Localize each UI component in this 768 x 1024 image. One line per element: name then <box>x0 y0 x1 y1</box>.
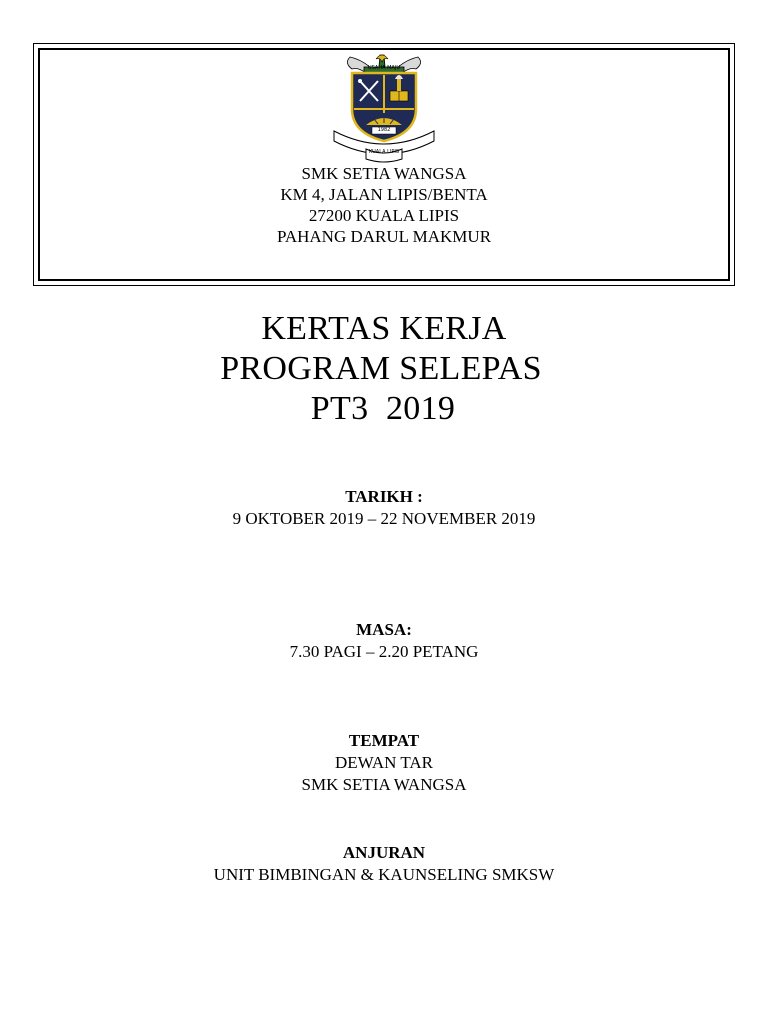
title-line-2: PROGRAM SELEPAS <box>220 350 542 387</box>
venue-section <box>0 730 768 796</box>
title-line-3: PT3 2019 <box>310 390 456 427</box>
crest-year-text: 1982 <box>377 127 391 133</box>
organizer-label: ANJURAN <box>342 843 426 862</box>
time-label: MASA: <box>356 620 412 639</box>
school-address-postcode: 27200 KUALA LIPIS <box>308 206 460 225</box>
document-title <box>0 309 768 429</box>
school-name: SMK SETIA WANGSA <box>301 164 467 183</box>
time-value: 7.30 PAGI – 2.20 PETANG <box>289 642 479 661</box>
venue-hall: DEWAN TAR <box>335 753 433 772</box>
venue-school: SMK SETIA WANGSA <box>301 775 467 794</box>
school-address <box>0 163 768 247</box>
title-line-1: KERTAS KERJA <box>261 310 507 347</box>
venue-label: TEMPAT <box>348 731 420 750</box>
date-section <box>0 486 768 530</box>
organizer-section <box>0 842 768 886</box>
school-address-state: PAHANG DARUL MAKMUR <box>276 227 492 246</box>
time-section <box>0 619 768 663</box>
date-label: TARIKH : <box>345 487 423 506</box>
school-address-line1: KM 4, JALAN LIPIS/BENTA <box>280 185 488 204</box>
date-value: 9 OKTOBER 2019 – 22 NOVEMBER 2019 <box>232 509 536 528</box>
crest-place-text: KUALA LIPIS <box>368 149 400 155</box>
organizer-value: UNIT BIMBINGAN & KAUNSELING SMKSW <box>213 865 555 884</box>
crest-motto-text: USAHA MAJU <box>368 65 400 71</box>
